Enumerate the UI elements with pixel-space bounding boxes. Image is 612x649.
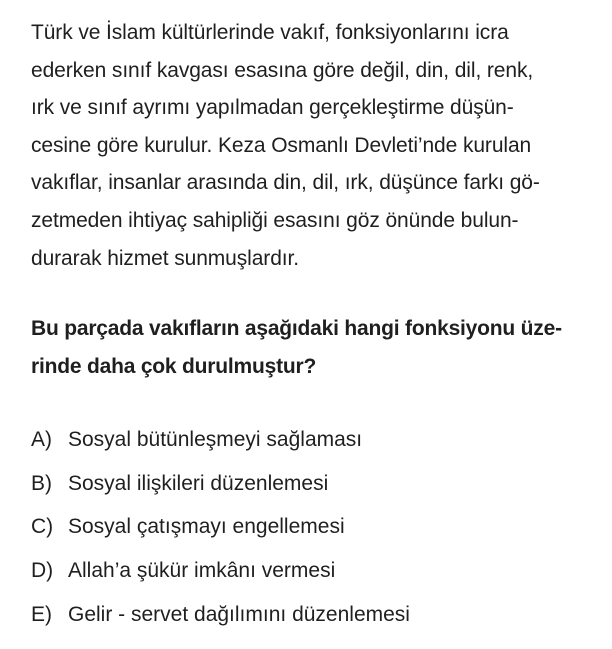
option-text: Allah’a şükür imkânı vermesi	[68, 559, 336, 583]
passage-line: durarak hizmet sunmuşlardır.	[31, 246, 299, 270]
option-e[interactable]	[31, 593, 591, 637]
option-text: Gelir - servet dağılımını düzenlemesi	[68, 603, 410, 627]
option-letter: A)	[31, 427, 52, 451]
question-line: rinde daha çok durulmuştur?	[31, 354, 317, 378]
question-stem	[31, 310, 591, 385]
option-letter: C)	[31, 515, 54, 539]
option-c[interactable]	[31, 506, 591, 550]
passage-line: ederken sınıf kavgası esasına göre değil, din, dil, renk,	[31, 58, 534, 82]
passage-line: Türk ve İslam kültürlerinde vakıf, fonksiyonlarını icra	[31, 21, 509, 44]
passage-line: zetmeden ihtiyaç sahipliği esasını göz önünde bulun-	[31, 208, 519, 232]
option-letter: D)	[31, 559, 54, 583]
option-letter: E)	[31, 603, 52, 627]
option-text: Sosyal bütünleşmeyi sağlaması	[68, 427, 363, 451]
answer-options	[31, 418, 591, 637]
passage-line: cesine göre kurulur. Keza Osmanlı Devleti’nde kurulan	[31, 133, 532, 157]
option-b[interactable]	[31, 462, 591, 506]
passage-line: vakıflar, insanlar arasında din, dil, ırk, düşünce farkı gö-	[31, 171, 540, 195]
passage-line: ırk ve sınıf ayrımı yapılmadan gerçekleştirme düşün-	[31, 96, 514, 120]
option-letter: B)	[31, 471, 52, 495]
option-text: Sosyal ilişkileri düzenlemesi	[68, 471, 329, 495]
option-text: Sosyal çatışmayı engellemesi	[68, 515, 345, 539]
option-d[interactable]	[31, 549, 591, 593]
option-a[interactable]	[31, 418, 591, 462]
question-line: Bu parçada vakıfların aşağıdaki hangi fonksiyonu üze-	[31, 317, 562, 340]
passage-text	[31, 14, 591, 277]
